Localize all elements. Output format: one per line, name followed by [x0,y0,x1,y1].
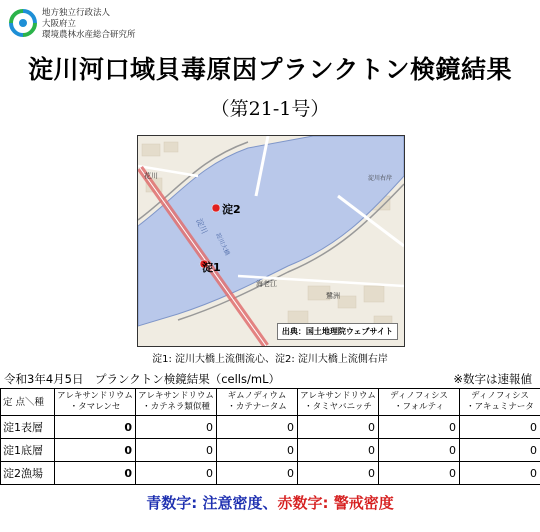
results-heading: 令和3年4月5日 プランクトン検鏡結果（cells/mL） [4,372,280,386]
table-cell: 0 [379,439,460,462]
table-cell: 0 [217,462,298,485]
map-point-yodo2 [212,204,220,212]
map-point-label: 淀1 [202,261,221,274]
preliminary-note: ※数字は速報値 [453,372,532,386]
org-logo-icon [8,8,38,38]
species-name: ・フォルティ [394,402,444,412]
table-cell: 0 [298,416,379,439]
species-name: ・タマレンセ [69,402,121,412]
table-cell: 0 [136,462,217,485]
map-place-label: 花川 [144,172,158,180]
table-cell: 0 [298,462,379,485]
page-title: 淀川河口域貝毒原因プランクトン検鏡結果 [27,55,512,84]
map-point-label: 淀2 [222,203,241,216]
table-cell: 0 [55,416,136,439]
station-label: 淀2漁場 [1,462,55,485]
results-table [0,388,540,485]
station-label: 淀1表層 [1,416,55,439]
table-row [1,462,540,485]
table-cell: 0 [379,462,460,485]
column-header [379,389,460,416]
station-label: 淀1底層 [1,439,55,462]
table-cell: 0 [460,416,540,439]
column-header [217,389,298,416]
column-header [55,389,136,416]
location-map [137,135,405,347]
table-cell: 0 [460,462,540,485]
species-name: ・タミヤバニッチ [304,402,372,412]
table-cell: 0 [460,439,540,462]
map-caption: 淀1: 淀川大橋上流側流心、淀2: 淀川大橋上流側右岸 [152,354,388,365]
organization-header [8,6,208,42]
column-header [136,389,217,416]
org-line: 大阪府立 [42,19,77,29]
table-header-row [1,389,540,416]
map-place-label: 淀川大橋 [214,231,231,257]
species-genus: アレキサンドリウム [300,391,376,401]
species-genus: ディノフィシス [471,391,529,401]
table-cell: 0 [298,439,379,462]
table-cell: 0 [136,439,217,462]
table-cell: 0 [217,439,298,462]
table-cell: 0 [55,462,136,485]
column-header [298,389,379,416]
species-name: ・アキュミナータ [466,402,534,412]
table-cell: 0 [217,416,298,439]
map-source: 出典：国土地理院ウェブサイト [277,323,398,340]
table-cell: 0 [55,439,136,462]
org-line: 地方独立行政法人 [42,8,111,18]
page-subtitle: （第21-1号） [210,98,330,120]
warning-density-label: 赤数字: 警戒密度 [277,494,394,512]
species-name: ・カテナータム [227,402,287,412]
org-line: 環境農林水産総合研究所 [42,30,136,40]
species-name: ・カテネラ類似種 [142,402,210,412]
table-row [1,439,540,462]
species-genus: アレキサンドリウム [138,391,214,401]
map-place-label: 海老江 [256,280,277,288]
table-corner-header: 定 点＼種 [1,389,55,416]
map-place-label: 淀川 [194,217,210,236]
density-legend [0,492,540,513]
map-graphic [138,136,404,346]
column-header [460,389,540,416]
org-name [42,8,136,41]
species-genus: ディノフィシス [390,391,448,401]
table-cell: 0 [379,416,460,439]
species-genus: アレキサンドリウム [57,391,133,401]
map-place-label: 淀川右岸 [368,175,393,182]
map-place-label: 鷺洲 [326,292,340,300]
legend-separator: 、 [262,494,278,512]
caution-density-label: 青数字: 注意密度 [146,494,263,512]
species-genus: ギムノディウム [227,391,287,401]
table-row [1,416,540,439]
table-cell: 0 [136,416,217,439]
